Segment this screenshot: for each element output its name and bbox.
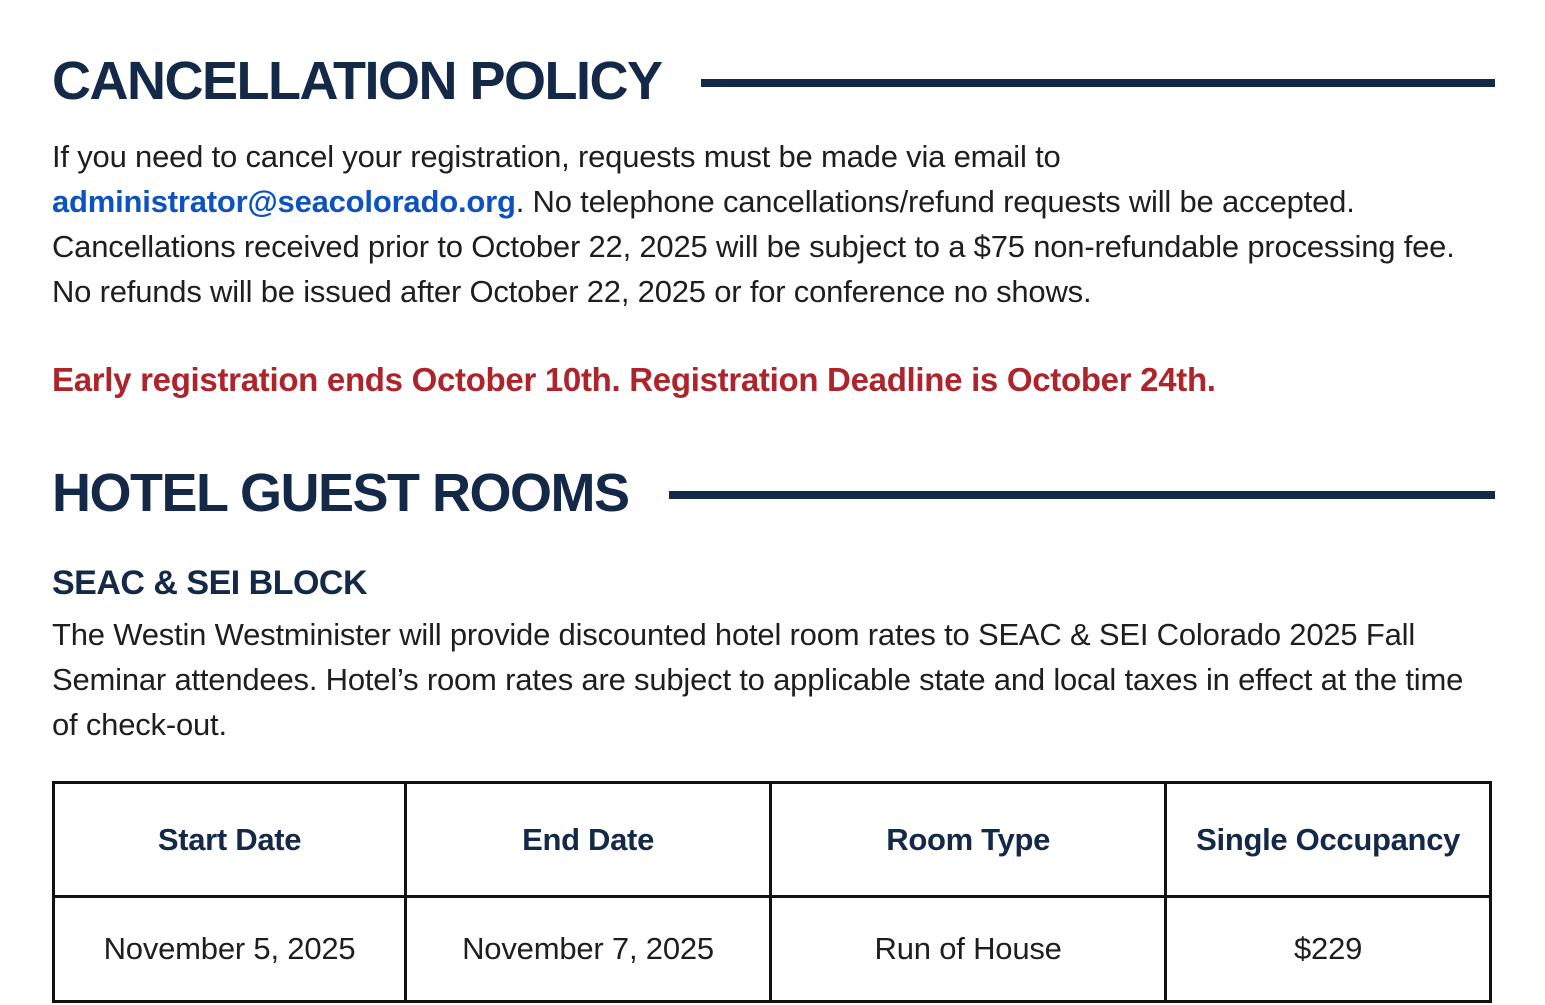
cancellation-policy-title: CANCELLATION POLICY: [52, 51, 662, 111]
cancellation-policy-heading: [52, 51, 1495, 111]
heading-rule: [669, 491, 1495, 499]
seac-sei-block-heading: SEAC & SEI BLOCK: [52, 564, 368, 602]
cancellation-policy-paragraph: [52, 134, 1495, 314]
hotel-guest-rooms-title: HOTEL GUEST ROOMS: [52, 463, 629, 523]
cancellation-text-after-link: . No telephone cancellations/refund requests will be accepted. Cancellations received prior to October 22, 2025 will be subject to a $75 non-refundable processing fee. No refunds will be issued after October 22, 2025 or for conference no shows.: [52, 184, 1455, 309]
table-header-row: [54, 783, 1491, 897]
hotel-rates-table: [52, 781, 1492, 1003]
column-header-single-occupancy: Single Occupancy: [1166, 783, 1491, 897]
column-header-end-date: End Date: [406, 783, 771, 897]
registration-deadline-notice: Early registration ends October 10th. Registration Deadline is October 24th.: [52, 361, 1216, 398]
cell-room-type: Run of House: [771, 897, 1166, 1002]
cell-end-date: November 7, 2025: [406, 897, 771, 1002]
column-header-room-type: Room Type: [771, 783, 1166, 897]
table-row: [54, 897, 1491, 1002]
heading-rule: [701, 79, 1495, 87]
column-header-start-date: Start Date: [54, 783, 406, 897]
hotel-guest-rooms-heading: [52, 463, 1495, 523]
cell-start-date: November 5, 2025: [54, 897, 406, 1002]
administrator-email-link[interactable]: administrator@seacolorado.org: [52, 184, 516, 219]
cell-single-occupancy: $229: [1166, 897, 1491, 1002]
cancellation-text-before-link: If you need to cancel your registration, requests must be made via email to: [52, 139, 1061, 174]
hotel-description-paragraph: The Westin Westminister will provide discounted hotel room rates to SEAC & SEI Colorado 2025 Fall Seminar attendees. Hotel’s room rates are subject to applicable state and local taxes in effect at the time of check-out.: [52, 617, 1464, 742]
